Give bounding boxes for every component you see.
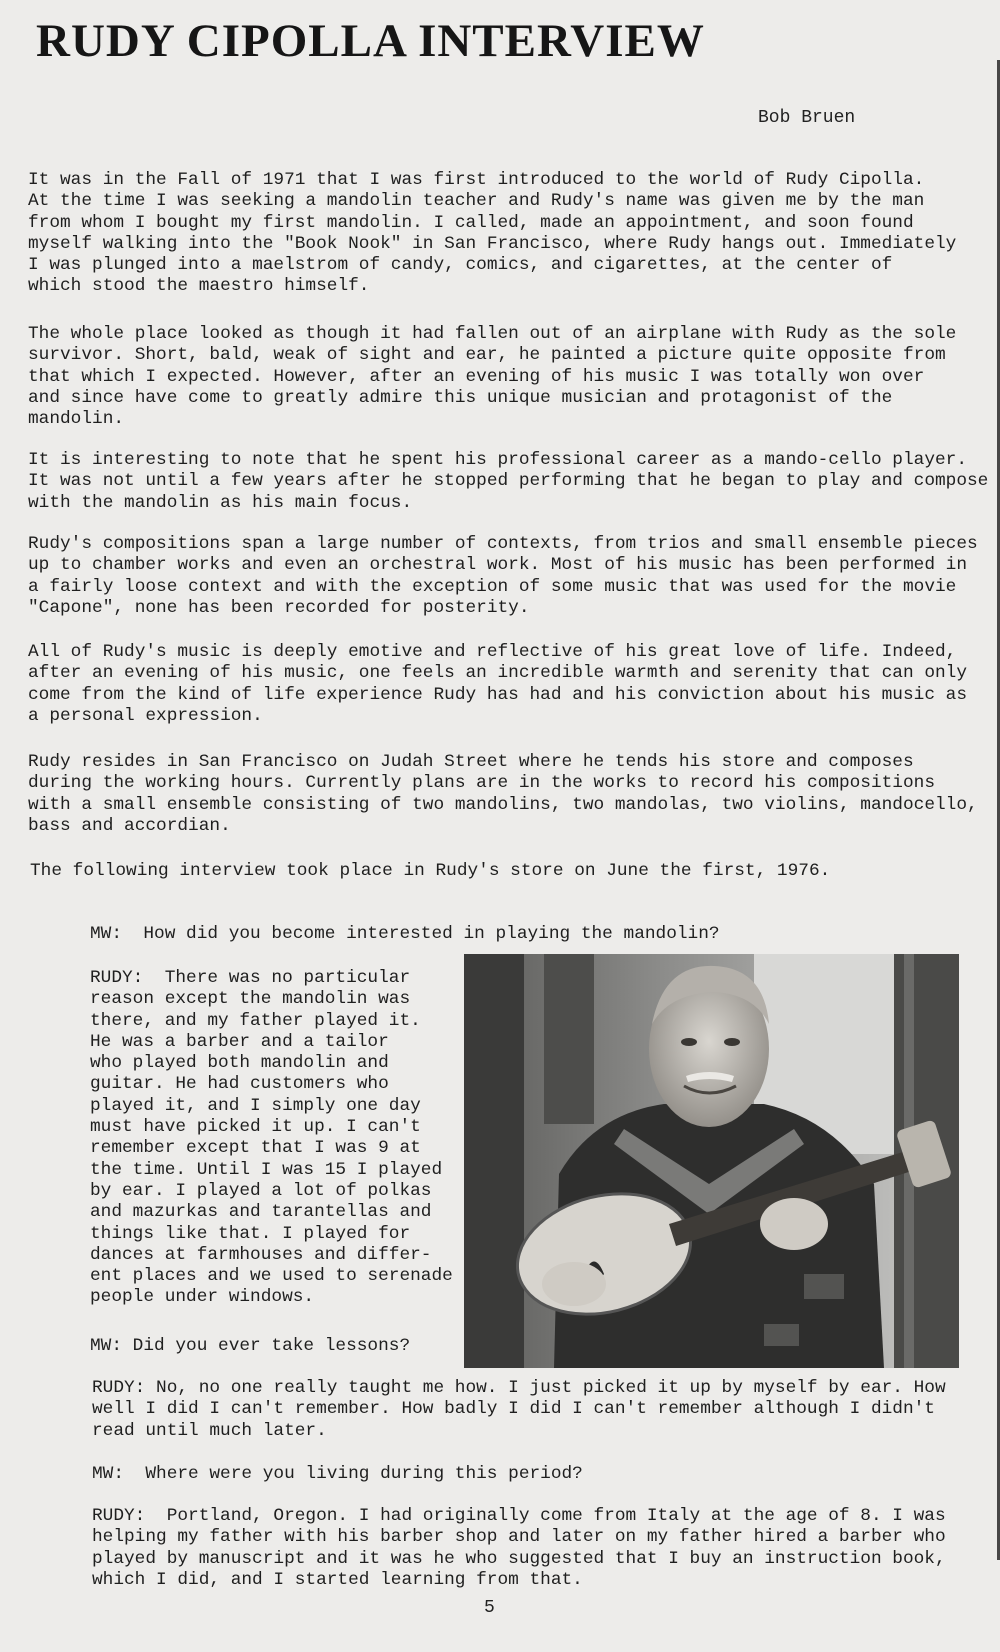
- intro-paragraph: The whole place looked as though it had fallen out of an airplane with Rudy as the sole survivor. Short, bald, weak of sight and ear, he painted a picture quite opposite from that which I expected. However, after an evening of his music I was totally won over and since have come to greatly admire this unique musician and protagonist of the mandolin.: [28, 324, 957, 430]
- intro-paragraph: Rudy resides in San Francisco on Judah Street where he tends his store and composes during the working hours. Currently plans are in the works to record his compositions with a small ensemble consisting of two mandolins, two mandolas, two violins, mandocello, bass and accordian.: [28, 752, 978, 836]
- rudy-cipolla-photo: [464, 954, 959, 1368]
- author-byline: Bob Bruen: [758, 108, 856, 128]
- interview-question: MW: Did you ever take lessons?: [90, 1336, 411, 1356]
- intro-paragraph: It is interesting to note that he spent his professional career as a mando-cello player. It was not until a few years after he stopped performing that he began to play and compose with the mandolin as his main focus.: [28, 450, 989, 513]
- intro-paragraph: The following interview took place in Rudy's store on June the first, 1976.: [30, 861, 831, 881]
- interview-question: MW: How did you become interested in playing the mandolin?: [90, 924, 720, 944]
- interview-answer: RUDY: There was no particular reason except the mandolin was there, and my father played it. He was a barber and a tailor who played both mandolin and guitar. He had customers who played it, and I simply one day must have picked it up. I can't remember except that I was 9 at the time. Until I was 15 I played by ear. I played a lot of polkas and mazurkas and tarantellas and things like that. I played for dances at farmhouses and differ- ent places and we used to serenade people under windows.: [90, 968, 453, 1308]
- page-number: 5: [484, 1598, 495, 1618]
- article-title: RUDY CIPOLLA INTERVIEW: [36, 15, 705, 67]
- intro-paragraph: It was in the Fall of 1971 that I was first introduced to the world of Rudy Cipolla. At the time I was seeking a mandolin teacher and Rudy's name was given me by the man from whom I bought my first mandolin. I called, made an appointment, and soon found myself walking into the "Book Nook" in San Francisco, where Rudy hangs out. Immediately I was plunged into a maelstrom of candy, comics, and cigarettes, at the center of which stood the maestro himself.: [28, 170, 957, 297]
- intro-paragraph: All of Rudy's music is deeply emotive and reflective of his great love of life. Indeed, after an evening of his music, one feels an incredible warmth and serenity that can only come from the kind of life experience Rudy has had and his conviction about his music as a personal expression.: [28, 642, 968, 726]
- intro-paragraph: Rudy's compositions span a large number of contexts, from trios and small ensemble pieces up to chamber works and even an orchestral work. Most of his music has been performed in a fairly loose context and with the exception of some music that was used for the movie "Capone", none has been recorded for posterity.: [28, 534, 978, 618]
- interview-question: MW: Where were you living during this period?: [92, 1464, 583, 1484]
- interview-answer: RUDY: Portland, Oregon. I had originally come from Italy at the age of 8. I was helping my father with his barber shop and later on my father hired a barber who played by manuscript and it was he who suggested that I buy an instruction book, which I did, and I started learning from that.: [92, 1506, 946, 1590]
- interview-answer: RUDY: No, no one really taught me how. I just picked it up by myself by ear. How well I did I can't remember. How badly I did I can't remember although I didn't read until much later.: [92, 1378, 946, 1441]
